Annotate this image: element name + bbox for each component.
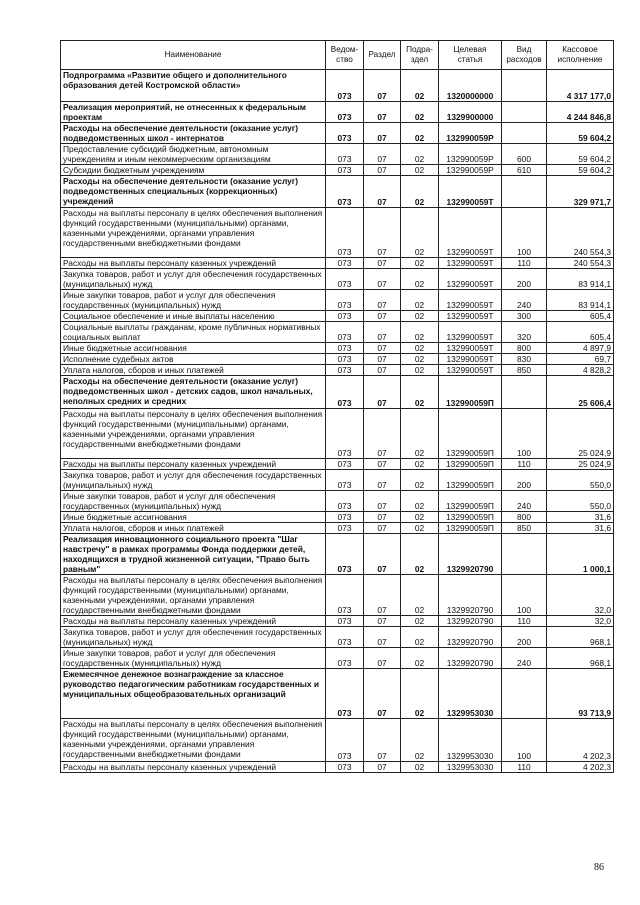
cell-name: Расходы на обеспечение деятельности (оказание услуг) подведомственных специальных (коррекционных) учреждений	[61, 176, 326, 208]
cell-name: Исполнение судебных актов	[61, 354, 326, 365]
cell-value: 32,0	[547, 575, 614, 616]
header-dept: Ведом-ство	[326, 41, 364, 70]
cell-name: Закупка товаров, работ и услуг для обеспечения государственных (муниципальных) нужд	[61, 470, 326, 491]
cell-dept: 073	[326, 102, 364, 123]
cell-name: Иные закупки товаров, работ и услуг для обеспечения государственных (муниципальных) нужд	[61, 648, 326, 669]
cell-value: 605,4	[547, 322, 614, 343]
cell-target: 132990059Т	[439, 290, 502, 311]
cell-kind: 100	[502, 409, 547, 459]
cell-dept: 073	[326, 311, 364, 322]
cell-target: 1329900000	[439, 102, 502, 123]
cell-sec: 07	[364, 102, 401, 123]
cell-value: 968,1	[547, 627, 614, 648]
table-row	[61, 165, 614, 176]
cell-sub: 02	[401, 376, 439, 409]
table-row	[61, 648, 614, 669]
cell-target: 132990059Т	[439, 343, 502, 354]
cell-dept: 073	[326, 165, 364, 176]
cell-sec: 07	[364, 269, 401, 290]
cell-kind: 850	[502, 365, 547, 376]
cell-name: Уплата налогов, сборов и иных платежей	[61, 523, 326, 534]
cell-dept: 073	[326, 470, 364, 491]
cell-target: 132990059П	[439, 470, 502, 491]
cell-dept: 073	[326, 616, 364, 627]
cell-value: 83 914,1	[547, 290, 614, 311]
cell-target: 132990059Т	[439, 322, 502, 343]
cell-sub: 02	[401, 176, 439, 208]
cell-dept: 073	[326, 719, 364, 762]
cell-target: 1329920790	[439, 616, 502, 627]
cell-value: 93 713,9	[547, 669, 614, 719]
cell-value: 25 024,9	[547, 409, 614, 459]
cell-dept: 073	[326, 354, 364, 365]
cell-value: 1 000,1	[547, 534, 614, 575]
table-row	[61, 376, 614, 409]
cell-target: 132990059П	[439, 512, 502, 523]
cell-kind: 600	[502, 144, 547, 165]
cell-sec: 07	[364, 144, 401, 165]
table-row	[61, 512, 614, 523]
cell-kind: 610	[502, 165, 547, 176]
table-row	[61, 534, 614, 575]
cell-value: 329 971,7	[547, 176, 614, 208]
cell-name: Подпрограмма «Развитие общего и дополнительного образования детей Костромской области»	[61, 70, 326, 102]
cell-target: 1329953030	[439, 762, 502, 773]
cell-sec: 07	[364, 354, 401, 365]
cell-value: 4 828,2	[547, 365, 614, 376]
cell-kind: 110	[502, 616, 547, 627]
cell-kind	[502, 102, 547, 123]
cell-value: 31,6	[547, 512, 614, 523]
cell-value: 25 024,9	[547, 459, 614, 470]
cell-target: 1329920790	[439, 575, 502, 616]
cell-target: 132990059Т	[439, 269, 502, 290]
cell-kind: 200	[502, 627, 547, 648]
cell-target: 132990059Р	[439, 123, 502, 144]
cell-sec: 07	[364, 322, 401, 343]
cell-kind: 200	[502, 269, 547, 290]
cell-dept: 073	[326, 762, 364, 773]
cell-kind	[502, 376, 547, 409]
cell-sub: 02	[401, 123, 439, 144]
cell-kind: 320	[502, 322, 547, 343]
table-row	[61, 343, 614, 354]
cell-value: 240 554,3	[547, 258, 614, 269]
cell-name: Реализация инновационного социального проекта "Шаг навстречу" в рамках программы Фонда поддержки детей, находящихся в трудной жизненной ситуации, "Право быть равным"	[61, 534, 326, 575]
cell-target: 132990059Р	[439, 165, 502, 176]
cell-kind: 100	[502, 719, 547, 762]
header-exec: Кассовое исполнение	[547, 41, 614, 70]
cell-sub: 02	[401, 470, 439, 491]
cell-sec: 07	[364, 627, 401, 648]
cell-dept: 073	[326, 208, 364, 258]
cell-sub: 02	[401, 491, 439, 512]
cell-dept: 073	[326, 70, 364, 102]
cell-name: Расходы на выплаты персоналу казенных учреждений	[61, 459, 326, 470]
cell-sec: 07	[364, 523, 401, 534]
cell-kind: 850	[502, 523, 547, 534]
table-row	[61, 70, 614, 102]
cell-name: Социальные выплаты гражданам, кроме публичных нормативных социальных выплат	[61, 322, 326, 343]
table-row	[61, 269, 614, 290]
cell-dept: 073	[326, 176, 364, 208]
cell-value: 4 244 846,8	[547, 102, 614, 123]
cell-name: Расходы на выплаты персоналу казенных учреждений	[61, 258, 326, 269]
cell-sub: 02	[401, 648, 439, 669]
cell-sub: 02	[401, 365, 439, 376]
cell-value: 4 317 177,0	[547, 70, 614, 102]
cell-name: Закупка товаров, работ и услуг для обеспечения государственных (муниципальных) нужд	[61, 269, 326, 290]
cell-kind: 100	[502, 575, 547, 616]
table-row	[61, 762, 614, 773]
cell-sub: 02	[401, 208, 439, 258]
cell-target: 132990059П	[439, 523, 502, 534]
cell-kind: 200	[502, 470, 547, 491]
table-row	[61, 575, 614, 616]
cell-dept: 073	[326, 669, 364, 719]
cell-kind: 300	[502, 311, 547, 322]
cell-kind: 800	[502, 512, 547, 523]
header-kind: Вид расходов	[502, 41, 547, 70]
cell-name: Расходы на выплаты персоналу казенных учреждений	[61, 616, 326, 627]
cell-sub: 02	[401, 762, 439, 773]
cell-target: 132990059Т	[439, 311, 502, 322]
cell-name: Иные закупки товаров, работ и услуг для обеспечения государственных (муниципальных) нужд	[61, 491, 326, 512]
table-row	[61, 354, 614, 365]
cell-sec: 07	[364, 123, 401, 144]
cell-dept: 073	[326, 459, 364, 470]
cell-sec: 07	[364, 575, 401, 616]
cell-sec: 07	[364, 762, 401, 773]
header-subsection: Подра-здел	[401, 41, 439, 70]
cell-sub: 02	[401, 616, 439, 627]
cell-sub: 02	[401, 269, 439, 290]
cell-name: Расходы на выплаты персоналу казенных учреждений	[61, 762, 326, 773]
cell-target: 1320000000	[439, 70, 502, 102]
cell-dept: 073	[326, 627, 364, 648]
cell-dept: 073	[326, 491, 364, 512]
header-name: Наименование	[61, 41, 326, 70]
table-row	[61, 523, 614, 534]
cell-name: Расходы на выплаты персоналу в целях обеспечения выполнения функций государственными (муниципальными) органами, казенными учреждениями, органами управления государственными внебюджетными фондами	[61, 409, 326, 459]
header-target: Целевая статья	[439, 41, 502, 70]
cell-name: Иные бюджетные ассигнования	[61, 343, 326, 354]
table-row	[61, 290, 614, 311]
cell-target: 1329920790	[439, 627, 502, 648]
cell-sub: 02	[401, 144, 439, 165]
cell-name: Иные закупки товаров, работ и услуг для обеспечения государственных (муниципальных) нужд	[61, 290, 326, 311]
table-row	[61, 365, 614, 376]
cell-target: 132990059Т	[439, 208, 502, 258]
cell-name: Ежемесячное денежное вознаграждение за классное руководство педагогическим работникам государственных и муниципальных общеобразовательных организаций	[61, 669, 326, 719]
cell-sub: 02	[401, 575, 439, 616]
cell-dept: 073	[326, 376, 364, 409]
table-row	[61, 144, 614, 165]
cell-sec: 07	[364, 491, 401, 512]
cell-kind: 240	[502, 491, 547, 512]
cell-dept: 073	[326, 144, 364, 165]
cell-sub: 02	[401, 354, 439, 365]
cell-sub: 02	[401, 258, 439, 269]
cell-dept: 073	[326, 365, 364, 376]
cell-sub: 02	[401, 409, 439, 459]
cell-sub: 02	[401, 343, 439, 354]
cell-name: Расходы на обеспечение деятельности (оказание услуг) подведомственных школ - интернатов	[61, 123, 326, 144]
cell-sub: 02	[401, 290, 439, 311]
cell-value: 32,0	[547, 616, 614, 627]
cell-dept: 073	[326, 575, 364, 616]
cell-target: 132990059П	[439, 459, 502, 470]
cell-sub: 02	[401, 523, 439, 534]
cell-value: 59 604,2	[547, 165, 614, 176]
cell-target: 132990059Т	[439, 176, 502, 208]
cell-value: 968,1	[547, 648, 614, 669]
cell-kind: 830	[502, 354, 547, 365]
cell-name: Субсидии бюджетным учреждениям	[61, 165, 326, 176]
cell-target: 1329953030	[439, 719, 502, 762]
cell-name: Расходы на выплаты персоналу в целях обеспечения выполнения функций государственными (муниципальными) органами, казенными учреждениями, органами управления государственными внебюджетными фондами	[61, 575, 326, 616]
cell-sub: 02	[401, 70, 439, 102]
table-row	[61, 627, 614, 648]
cell-value: 4 202,3	[547, 762, 614, 773]
cell-sec: 07	[364, 290, 401, 311]
page-number: 86	[594, 862, 604, 873]
cell-value: 83 914,1	[547, 269, 614, 290]
cell-target: 132990059П	[439, 491, 502, 512]
cell-sec: 07	[364, 311, 401, 322]
cell-target: 132990059Т	[439, 365, 502, 376]
cell-dept: 073	[326, 258, 364, 269]
table-row	[61, 258, 614, 269]
cell-sec: 07	[364, 719, 401, 762]
table-row	[61, 176, 614, 208]
cell-value: 550,0	[547, 470, 614, 491]
cell-sec: 07	[364, 258, 401, 269]
table-body	[61, 70, 614, 773]
cell-dept: 073	[326, 534, 364, 575]
cell-sub: 02	[401, 512, 439, 523]
header-section: Раздел	[364, 41, 401, 70]
cell-kind: 110	[502, 459, 547, 470]
cell-sub: 02	[401, 165, 439, 176]
cell-value: 69,7	[547, 354, 614, 365]
table-row	[61, 409, 614, 459]
cell-sub: 02	[401, 719, 439, 762]
cell-value: 59 604,2	[547, 144, 614, 165]
cell-sub: 02	[401, 102, 439, 123]
cell-name: Предоставление субсидий бюджетным, автономным учреждениям и иным некоммерческим организациям	[61, 144, 326, 165]
cell-value: 31,6	[547, 523, 614, 534]
cell-name: Социальное обеспечение и иные выплаты населению	[61, 311, 326, 322]
table-row	[61, 616, 614, 627]
cell-value: 605,4	[547, 311, 614, 322]
cell-dept: 073	[326, 290, 364, 311]
cell-sec: 07	[364, 470, 401, 491]
table-row	[61, 470, 614, 491]
cell-kind: 100	[502, 208, 547, 258]
table-row	[61, 491, 614, 512]
cell-sub: 02	[401, 311, 439, 322]
cell-sec: 07	[364, 669, 401, 719]
cell-value: 25 606,4	[547, 376, 614, 409]
cell-dept: 073	[326, 409, 364, 459]
cell-sec: 07	[364, 648, 401, 669]
cell-sec: 07	[364, 70, 401, 102]
cell-kind: 800	[502, 343, 547, 354]
cell-kind: 110	[502, 258, 547, 269]
budget-execution-table	[60, 40, 614, 773]
cell-value: 240 554,3	[547, 208, 614, 258]
table-row	[61, 719, 614, 762]
cell-dept: 073	[326, 523, 364, 534]
cell-target: 132990059П	[439, 409, 502, 459]
cell-kind	[502, 669, 547, 719]
table-row	[61, 208, 614, 258]
cell-dept: 073	[326, 322, 364, 343]
cell-name: Расходы на выплаты персоналу в целях обеспечения выполнения функций государственными (муниципальными) органами, казенными учреждениями, органами управления государственными внебюджетными фондами	[61, 208, 326, 258]
table-row	[61, 102, 614, 123]
cell-kind	[502, 534, 547, 575]
cell-sec: 07	[364, 616, 401, 627]
cell-target: 132990059Р	[439, 144, 502, 165]
table-header-row	[61, 41, 614, 70]
cell-target: 132990059П	[439, 376, 502, 409]
cell-kind	[502, 123, 547, 144]
cell-sec: 07	[364, 512, 401, 523]
cell-dept: 073	[326, 512, 364, 523]
cell-name: Иные бюджетные ассигнования	[61, 512, 326, 523]
cell-target: 132990059Т	[439, 354, 502, 365]
cell-sec: 07	[364, 409, 401, 459]
cell-dept: 073	[326, 123, 364, 144]
cell-sub: 02	[401, 534, 439, 575]
cell-sec: 07	[364, 365, 401, 376]
cell-dept: 073	[326, 269, 364, 290]
cell-value: 550,0	[547, 491, 614, 512]
cell-sec: 07	[364, 208, 401, 258]
cell-kind: 110	[502, 762, 547, 773]
cell-target: 1329920790	[439, 534, 502, 575]
cell-kind	[502, 176, 547, 208]
cell-kind: 240	[502, 648, 547, 669]
cell-target: 132990059Т	[439, 258, 502, 269]
table-row	[61, 669, 614, 719]
cell-name: Расходы на обеспечение деятельности (оказание услуг) подведомственных школ - детских садов, школ начальных, неполных средних и средних	[61, 376, 326, 409]
cell-value: 59 604,2	[547, 123, 614, 144]
cell-name: Расходы на выплаты персоналу в целях обеспечения выполнения функций государственными (муниципальными) органами, казенными учреждениями, органами управления государственными внебюджетными фондами	[61, 719, 326, 762]
cell-sec: 07	[364, 534, 401, 575]
cell-sec: 07	[364, 343, 401, 354]
table-row	[61, 459, 614, 470]
cell-sec: 07	[364, 176, 401, 208]
cell-target: 1329920790	[439, 648, 502, 669]
cell-sec: 07	[364, 165, 401, 176]
table-row	[61, 322, 614, 343]
cell-kind: 240	[502, 290, 547, 311]
cell-name: Уплата налогов, сборов и иных платежей	[61, 365, 326, 376]
cell-kind	[502, 70, 547, 102]
cell-sub: 02	[401, 669, 439, 719]
table-row	[61, 311, 614, 322]
cell-dept: 073	[326, 343, 364, 354]
cell-name: Закупка товаров, работ и услуг для обеспечения государственных (муниципальных) нужд	[61, 627, 326, 648]
cell-target: 1329953030	[439, 669, 502, 719]
cell-sec: 07	[364, 376, 401, 409]
cell-sec: 07	[364, 459, 401, 470]
cell-value: 4 897,9	[547, 343, 614, 354]
cell-sub: 02	[401, 627, 439, 648]
cell-name: Реализация мероприятий, не отнесенных к федеральным проектам	[61, 102, 326, 123]
cell-sub: 02	[401, 322, 439, 343]
cell-dept: 073	[326, 648, 364, 669]
cell-sub: 02	[401, 459, 439, 470]
table-row	[61, 123, 614, 144]
cell-value: 4 202,3	[547, 719, 614, 762]
